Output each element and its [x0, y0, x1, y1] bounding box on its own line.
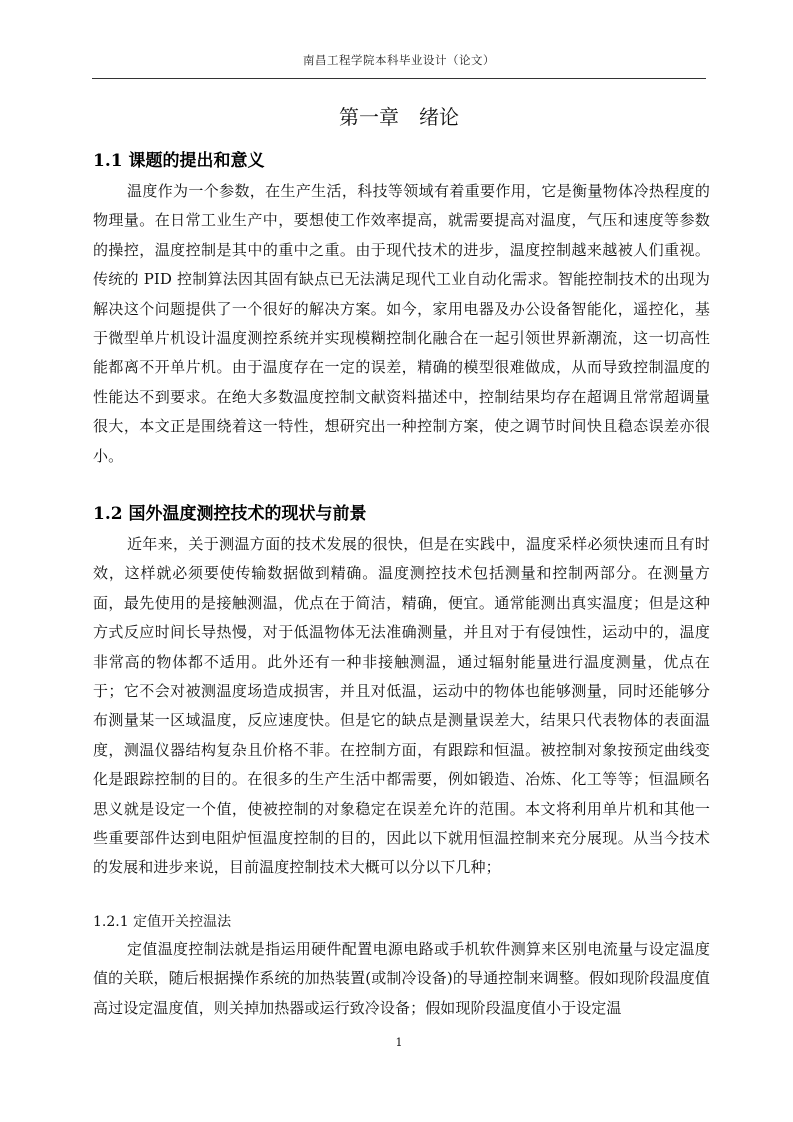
header-rule: [92, 78, 706, 79]
section-1-1-paragraph: 温度作为一个参数，在生产生活，科技等领域有着重要作用，它是衡量物体冷热程度的物理量。在日常工业生产中，要想使工作效率提高，就需要提高对温度，气压和速度等参数的操控，温度控制是其中的重中之重。由于现代技术的进步，温度控制越来越被人们重视。传统的 PID 控制算法因其固有缺点已无法满足现代工业自动化需求。智能控制技术的出现为解决这个问题提供了一个很好的解决方案。如今，家用电器及办公设备智能化，遥控化，基于微型单片机设计温度测控系统并实现模糊控制化融合在一起引领世界新潮流，这一切高性能都离不开单片机。由于温度存在一定的误差，精确的模型很难做成，从而导致控制温度的性能达不到要求。在绝大多数温度控制文献资料描述中，控制结果均存在超调且常常超调量很大，本文正是围绕着这一特性，想研究出一种控制方案，使之调节时间快且稳态误差亦很小。: [93, 182, 710, 465]
subsection-1-2-1-paragraph: 定值温度控制法就是指运用硬件配置电源电路或手机软件测算来区别电流量与设定温度值的关联，随后根据操作系统的加热装置(或制冷设备)的导通控制来调整。假如现阶段温度值高过设定温度值，则关掉加热器或运行致冷设备；假如现阶段温度值小于设定温: [93, 940, 710, 1017]
section-heading-1-1: 1.1 课题的提出和意义: [93, 151, 265, 171]
running-header: 南昌工程学院本科毕业设计（论文）: [303, 53, 495, 67]
page-number: 1: [395, 1036, 403, 1049]
section-heading-1-2: 1.2 国外温度测控技术的现状与前景: [93, 504, 367, 524]
subsection-heading-1-2-1: 1.2.1 定值开关控温法: [93, 914, 232, 930]
section-1-2-paragraph: 近年来，关于测温方面的技术发展的很快，但是在实践中，温度采样必须快速而且有时效，这样就必须要使传输数据做到精确。温度测控技术包括测量和控制两部分。在测量方面，最先使用的是接触测温，优点在于简洁，精确，便宜。通常能测出真实温度；但是这种方式反应时间长导热慢，对于低温物体无法准确测量，并且对于有侵蚀性，运动中的，温度非常高的物体都不适用。此外还有一种非接触测温，通过辐射能量进行温度测量，优点在于；它不会对被测温度场造成损害，并且对低温，运动中的物体也能够测量，同时还能够分布测量某一区域温度，反应速度快。但是它的缺点是测量误差大，结果只代表物体的表面温度，测温仪器结构复杂且价格不菲。在控制方面，有跟踪和恒温。被控制对象按预定曲线变化是跟踪控制的目的。在很多的生产生活中都需要，例如锻造、冶炼、化工等等；恒温顾名思义就是设定一个值，使被控制的对象稳定在误差允许的范围。本文将利用单片机和其他一些重要部件达到电阻炉恒温度控制的目的，因此以下就用恒温控制来充分展现。从当今技术的发展和进步来说，目前温度控制技术大概可以分以下几种；: [93, 535, 710, 877]
chapter-title: 第一章 绪论: [339, 105, 459, 129]
